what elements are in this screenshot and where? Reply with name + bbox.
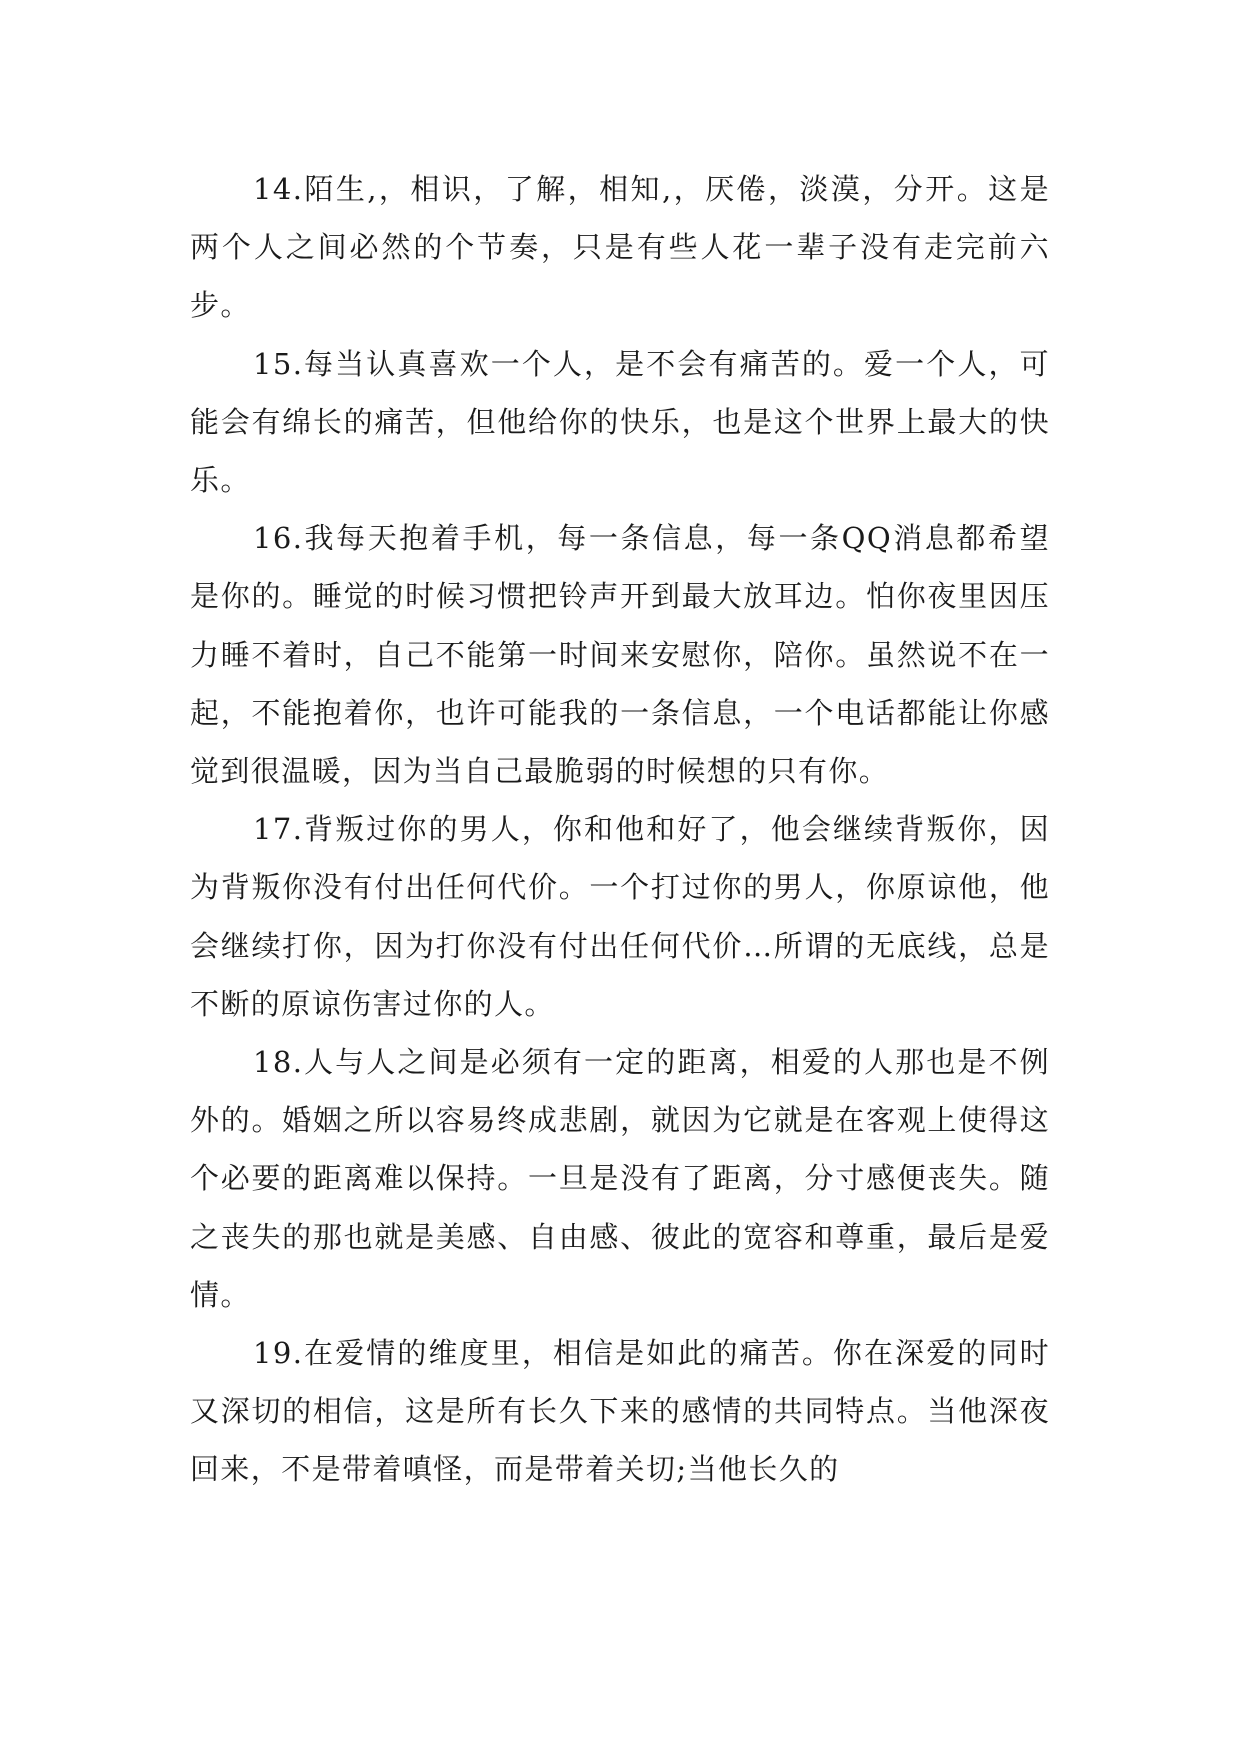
document-body bbox=[190, 160, 1050, 1499]
paragraph-18: 18.人与人之间是必须有一定的距离，相爱的人那也是不例外的。婚姻之所以容易终成悲剧，就因为它就是在客观上使得这个必要的距离难以保持。一旦是没有了距离，分寸感便丧失。随之丧失的那也就是美感、自由感、彼此的宽容和尊重，最后是爱情。 bbox=[190, 1045, 1050, 1312]
paragraph-16: 16.我每天抱着手机，每一条信息，每一条QQ消息都希望是你的。睡觉的时候习惯把铃声开到最大放耳边。怕你夜里因压力睡不着时，自己不能第一时间来安慰你，陪你。虽然说不在一起，不能抱着你，也许可能我的一条信息，一个电话都能让你感觉到很温暖，因为当自己最脆弱的时候想的只有你。 bbox=[190, 521, 1050, 789]
paragraph-19: 19.在爱情的维度里，相信是如此的痛苦。你在深爱的同时又深切的相信，这是所有长久下来的感情的共同特点。当他深夜回来，不是带着嗔怪，而是带着关切;当他长久的 bbox=[190, 1336, 1050, 1487]
paragraph-17: 17.背叛过你的男人，你和他和好了，他会继续背叛你，因为背叛你没有付出任何代价。一个打过你的男人，你原谅他，他会继续打你，因为打你没有付出任何代价…所谓的无底线，总是不断的原谅伤害过你的人。 bbox=[190, 812, 1050, 1021]
paragraph-14: 14.陌生,，相识，了解，相知,，厌倦，淡漠，分开。这是两个人之间必然的个节奏，只是有些人花一辈子没有走完前六步。 bbox=[190, 172, 1050, 323]
paragraph-15: 15.每当认真喜欢一个人，是不会有痛苦的。爱一个人，可能会有绵长的痛苦，但他给你的快乐，也是这个世界上最大的快乐。 bbox=[190, 346, 1050, 498]
